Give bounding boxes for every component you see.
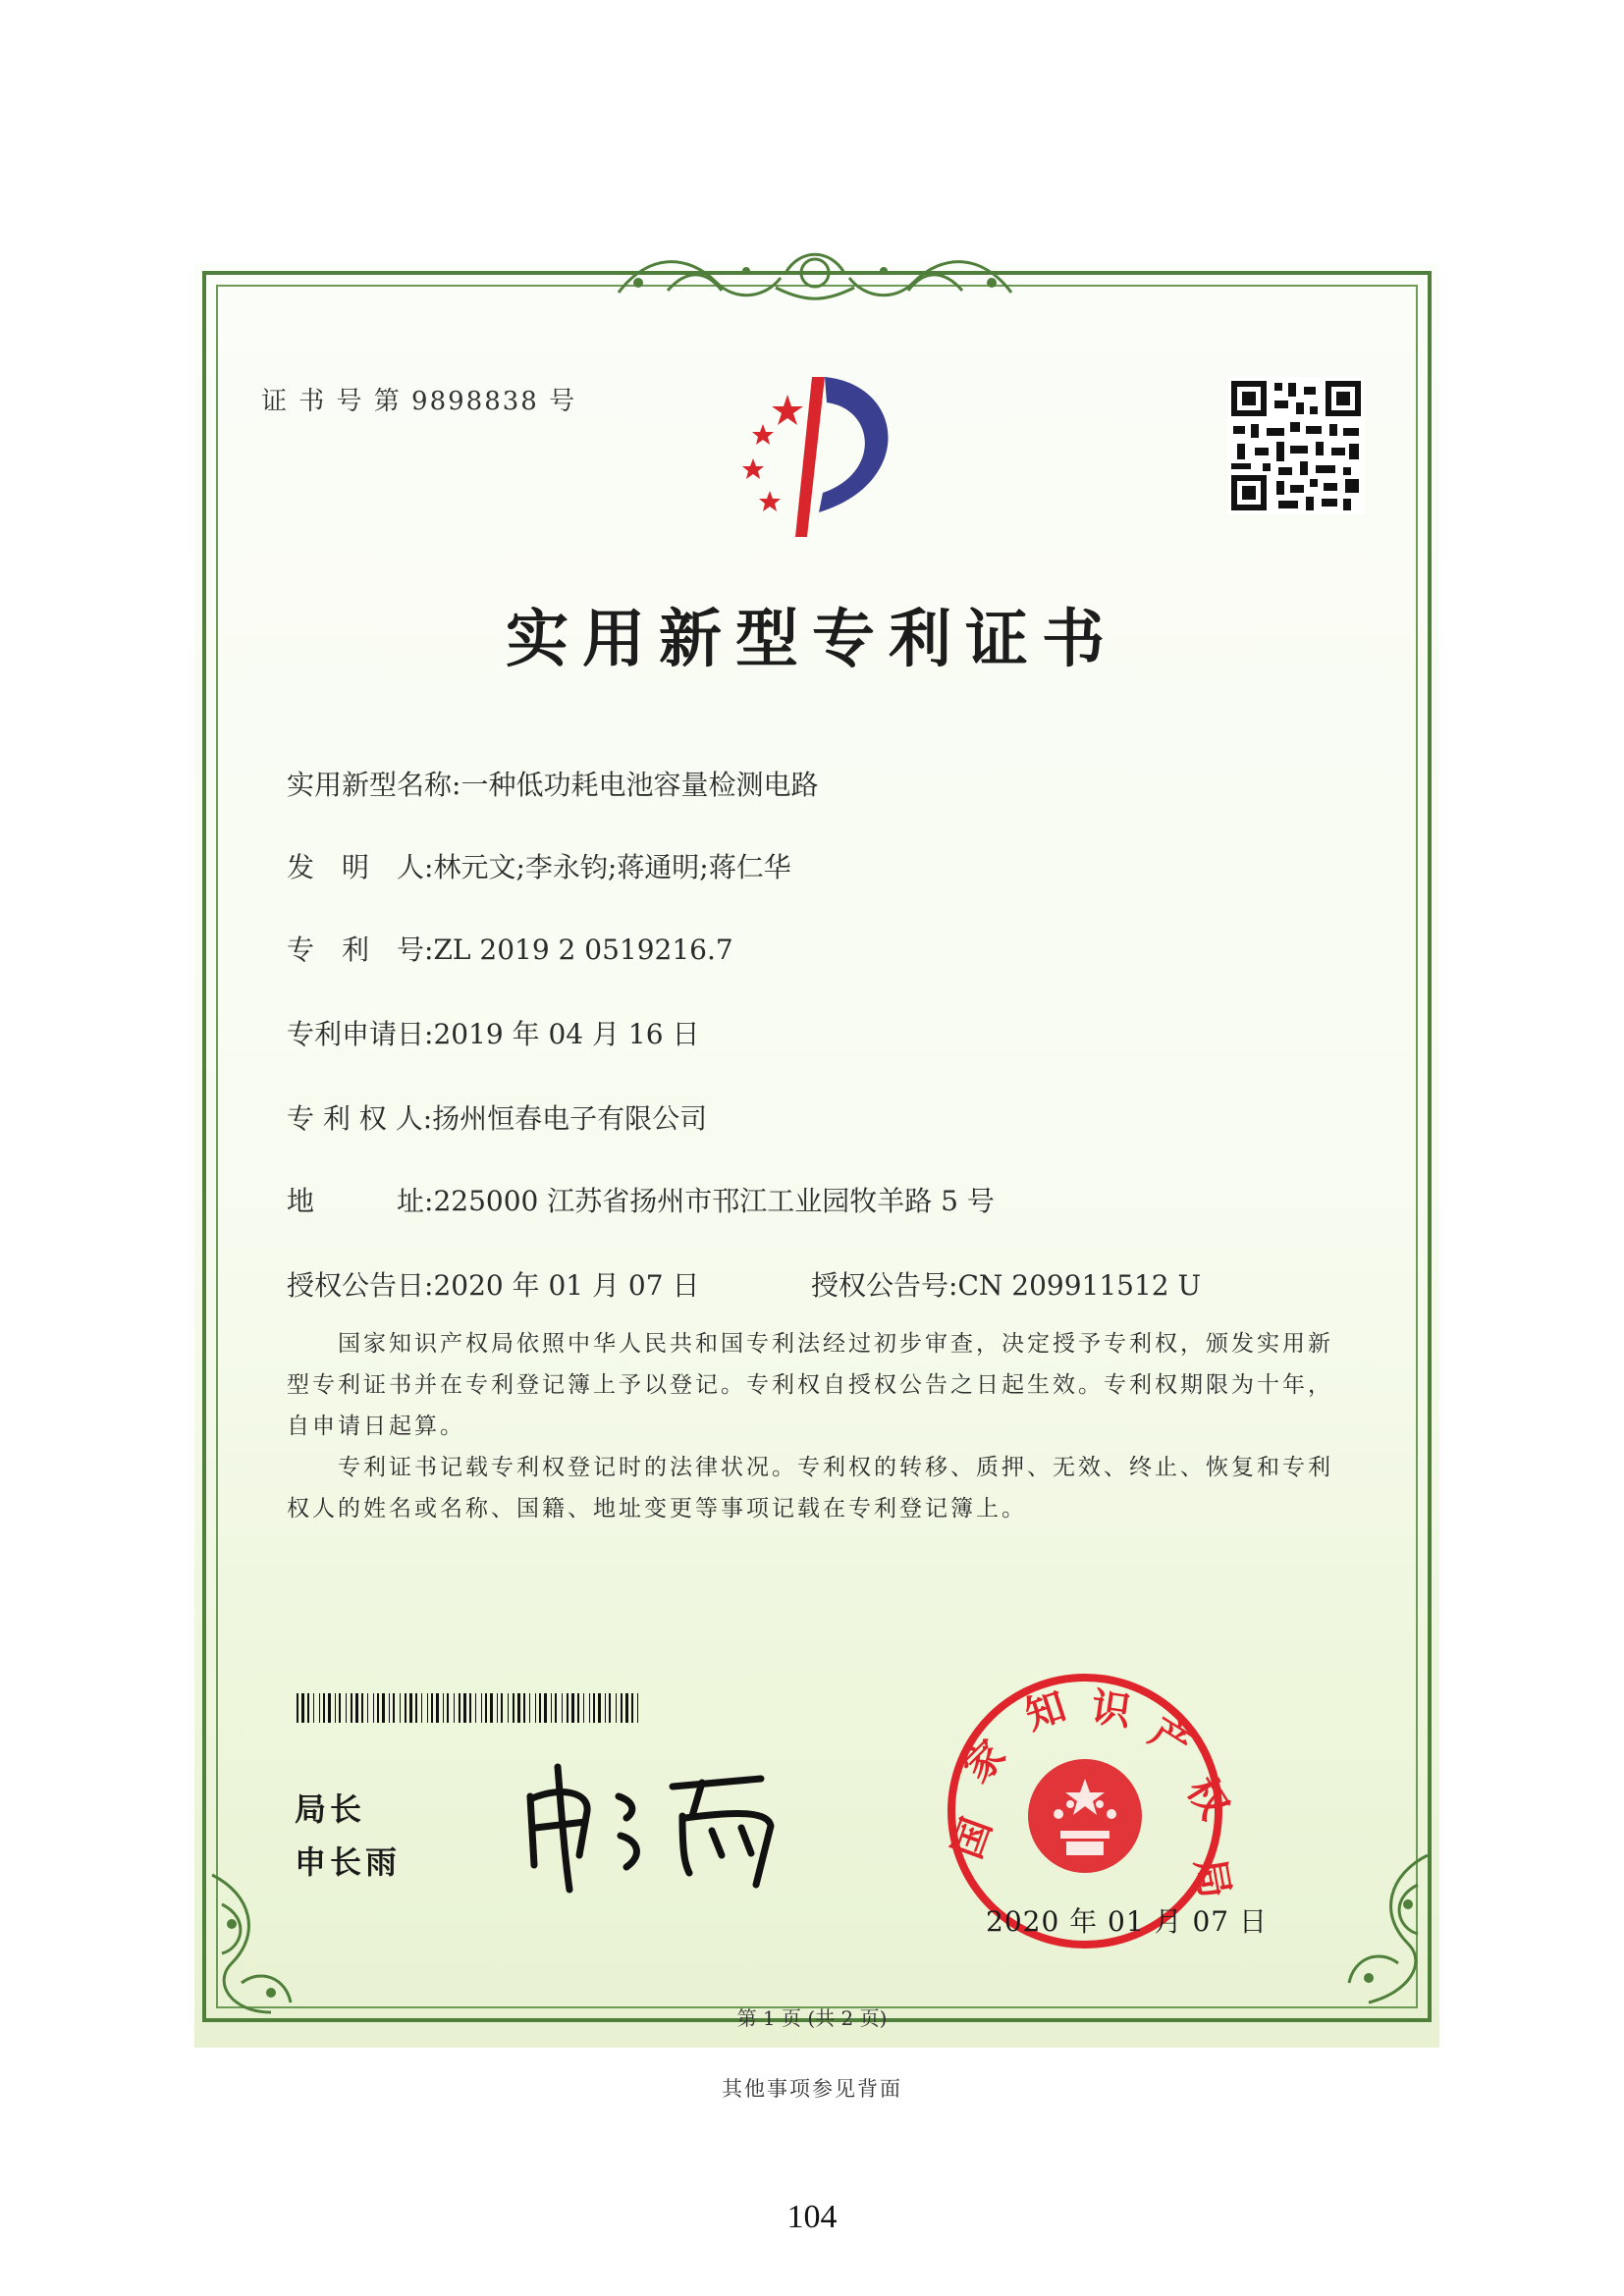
barcode-bar: [346, 1693, 347, 1723]
barcode-bar: [301, 1693, 304, 1723]
barcode-bar: [400, 1693, 401, 1723]
barcode-bar: [377, 1693, 379, 1723]
field-utility-model-name: [287, 764, 818, 803]
page-indicator: 第 1 页 (共 2 页): [736, 2006, 888, 2030]
barcode-bar: [389, 1693, 390, 1723]
qr-code-icon: [1227, 377, 1365, 514]
barcode-bar: [475, 1693, 476, 1723]
barcode-bar: [485, 1693, 487, 1723]
field-value: 2019 年 04 月 16 日: [433, 1018, 700, 1050]
barcode-bar: [637, 1693, 638, 1723]
svg-text:产: 产: [1141, 1709, 1199, 1769]
barcode-bar: [508, 1693, 509, 1723]
field-value: 林元文;李永钧;蒋通明;蒋仁华: [433, 851, 791, 883]
barcode-bar: [393, 1693, 395, 1723]
barcode-bar: [421, 1693, 422, 1723]
field-value: 2020 年 01 月 07 日: [433, 1269, 700, 1302]
barcode-bar: [313, 1693, 314, 1723]
patent-office-emblem-icon: [709, 365, 925, 542]
svg-text:知: 知: [1019, 1683, 1072, 1739]
certificate-paragraph-1: 国家知识产权局依照中华人民共和国专利法经过初步审查，决定授予专利权，颁发实用新型专利证书并在专利登记簿上予以登记。专利权自授权公告之日起生效。专利权期限为十年，自申请日起算。: [287, 1331, 1333, 1439]
field-label: 专利申请日:: [287, 1018, 434, 1050]
barcode-bar: [355, 1693, 358, 1723]
barcode-bar: [555, 1693, 557, 1723]
svg-text:识: 识: [1088, 1684, 1134, 1735]
field-inventor: [287, 846, 791, 885]
certificate-title: 实用新型专利证书: [506, 603, 1118, 676]
field-value: 一种低功耗电池容量检测电路: [460, 769, 819, 801]
barcode-bar: [605, 1693, 606, 1723]
barcode-bar: [593, 1693, 595, 1723]
field-label: 发 明 人:: [287, 851, 434, 883]
barcode-bar: [367, 1693, 368, 1723]
barcode-bar: [351, 1693, 352, 1723]
barcode-bar: [625, 1693, 628, 1723]
barcode-bar: [447, 1693, 449, 1723]
barcode-bar: [567, 1693, 568, 1723]
director-signature: [511, 1757, 825, 1895]
barcode-bar: [323, 1693, 325, 1723]
field-label: 专 利 号:: [287, 934, 434, 966]
barcode-bar: [589, 1693, 590, 1723]
barcode-bar: [490, 1693, 493, 1723]
certificate-frame-inner: [216, 285, 1418, 2008]
barcode-bar: [339, 1693, 341, 1723]
barcode-bar: [544, 1693, 547, 1723]
barcode-bar: [551, 1693, 552, 1723]
barcode-bar: [297, 1693, 298, 1723]
svg-text:权: 权: [1177, 1769, 1237, 1828]
barcode-icon: [297, 1693, 646, 1723]
field-grant-number: [811, 1264, 1201, 1304]
barcode-bar: [577, 1693, 579, 1723]
barcode-bar: [409, 1693, 412, 1723]
barcode-bar: [523, 1693, 525, 1723]
barcode-bar: [513, 1693, 514, 1723]
field-value: 扬州恒春电子有限公司: [432, 1102, 708, 1135]
barcode-bar: [415, 1693, 417, 1723]
field-value: 225000 江苏省扬州市邗江工业园牧羊路 5 号: [433, 1185, 995, 1217]
svg-text:国: 国: [945, 1812, 1001, 1865]
barcode-bar: [443, 1693, 444, 1723]
barcode-bar: [571, 1693, 574, 1723]
field-value: ZL 2019 2 0519216.7: [433, 934, 733, 966]
barcode-bar: [631, 1693, 633, 1723]
barcode-bar: [431, 1693, 433, 1723]
barcode-bar: [427, 1693, 428, 1723]
page-number: 104: [786, 2199, 838, 2235]
barcode-bar: [335, 1693, 336, 1723]
field-filing-date: [287, 1013, 699, 1052]
barcode-bar: [517, 1693, 520, 1723]
field-label: 授权公告日:: [287, 1269, 434, 1302]
field-label: 实用新型名称:: [287, 769, 461, 801]
barcode-bar: [616, 1693, 617, 1723]
certificate-paragraph-2: 专利证书记载专利权登记时的法律状况。专利权的转移、质押、无效、终止、恢复和专利权人的姓名或名称、国籍、地址变更等事项记载在专利登记簿上。: [287, 1455, 1333, 1522]
field-address: [287, 1180, 995, 1219]
field-grant-date: [287, 1264, 699, 1304]
field-label: 专 利 权 人:: [287, 1102, 433, 1135]
certificate-number: 证 书 号 第 9898838 号: [261, 387, 577, 416]
barcode-bar: [463, 1693, 466, 1723]
barcode-bar: [469, 1693, 471, 1723]
field-label: 授权公告号:: [811, 1269, 958, 1302]
svg-text:家: 家: [954, 1732, 1015, 1792]
barcode-bar: [454, 1693, 455, 1723]
barcode-bar: [307, 1693, 309, 1723]
barcode-bar: [535, 1693, 536, 1723]
barcode-bar: [598, 1693, 601, 1723]
director-name: 申长雨: [295, 1843, 402, 1881]
field-patentee: [287, 1097, 707, 1137]
field-value: CN 209911512 U: [957, 1269, 1202, 1302]
barcode-bar: [583, 1693, 584, 1723]
barcode-bar: [328, 1693, 331, 1723]
svg-text:局: 局: [1186, 1854, 1238, 1902]
field-patent-number: [287, 929, 733, 968]
barcode-bar: [481, 1693, 482, 1723]
barcode-bar: [382, 1693, 385, 1723]
barcode-bar: [373, 1693, 374, 1723]
barcode-bar: [609, 1693, 611, 1723]
barcode-bar: [621, 1693, 623, 1723]
barcode-bar: [459, 1693, 460, 1723]
barcode-bar: [497, 1693, 498, 1723]
back-note: 其他事项参见背面: [722, 2077, 902, 2101]
barcode-bar: [405, 1693, 406, 1723]
field-label: 地 址:: [287, 1185, 434, 1217]
seal-date: 2020 年 01 月 07 日: [986, 1905, 1269, 1938]
top-ornament-icon: [609, 243, 1021, 312]
director-title: 局长: [295, 1790, 366, 1828]
barcode-bar: [361, 1693, 363, 1723]
barcode-bar: [529, 1693, 530, 1723]
barcode-bar: [436, 1693, 439, 1723]
barcode-bar: [319, 1693, 320, 1723]
barcode-bar: [562, 1693, 563, 1723]
barcode-bar: [539, 1693, 541, 1723]
barcode-bar: [501, 1693, 503, 1723]
